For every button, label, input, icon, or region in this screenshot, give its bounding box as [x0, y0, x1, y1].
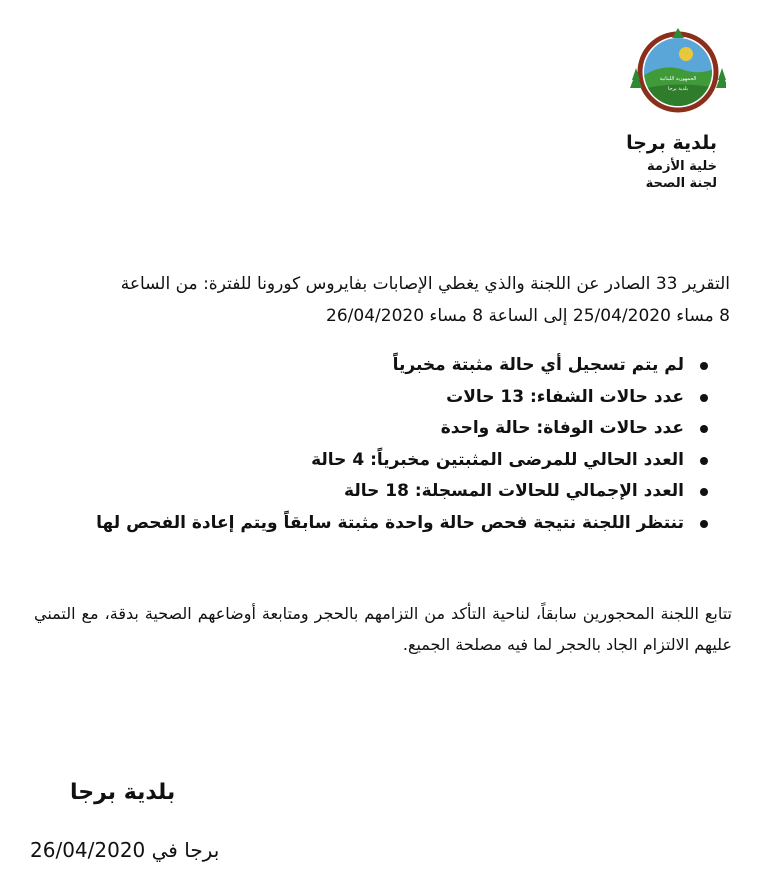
municipality-logo [622, 28, 726, 114]
bullet-icon [700, 520, 708, 528]
crisis-cell-label: خلية الأزمة [647, 159, 717, 174]
signature: بلدية برجا [70, 780, 176, 805]
bullet-icon [700, 394, 708, 402]
intro-line-2: 8 مساء 25/04/2020 إلى الساعة 8 مساء 26/04/2020 [326, 306, 730, 326]
logo-emblem [622, 28, 726, 114]
bullet-text: العدد الحالي للمرضى المثبتين مخبرياً: 4 حالة [311, 449, 684, 470]
list-item [100, 445, 708, 477]
bullet-icon [700, 362, 708, 370]
logo-text-top: الجمهورية اللبنانية [659, 76, 697, 82]
municipality-title: بلدية برجا [626, 132, 717, 154]
bullet-icon [700, 488, 708, 496]
bullet-icon [700, 457, 708, 465]
bullet-text: تنتظر اللجنة نتيجة فحص حالة واحدة مثبتة سابقاً ويتم إعادة الفحص لها [96, 512, 684, 533]
list-item [100, 382, 708, 414]
intro-line-1: التقرير 33 الصادر عن اللجنة والذي يغطي الإصابات بفايروس كورونا للفترة: من الساعة [120, 274, 730, 294]
list-item [96, 508, 708, 540]
bullet-text: لم يتم تسجيل أي حالة مثبتة مخبرياً [392, 355, 684, 375]
report-intro [40, 268, 730, 332]
bullet-text: العدد الإجمالي للحالات المسجلة: 18 حالة [344, 481, 684, 501]
health-committee-label: لجنة الصحة [645, 176, 717, 191]
bullet-text: عدد حالات الوفاة: حالة واحدة [440, 418, 684, 438]
letterhead [626, 132, 717, 192]
date-line: برجا في 26/04/2020 [30, 838, 220, 862]
list-item [100, 476, 708, 508]
report-bullet-list [96, 350, 708, 539]
list-item [100, 413, 708, 445]
closing-paragraph: تتابع اللجنة المحجورين سابقاً، لناحية التأكد من التزامهم بالحجر ومتابعة أوضاعهم الصحية بدقة، مع التمني عليهم الالتزام الجاد بالحجر لما فيه مصلحة الجميع. [34, 604, 732, 654]
bullet-icon [700, 425, 708, 433]
list-item [100, 350, 708, 382]
bullet-text: عدد حالات الشفاء: 13 حالات [446, 386, 684, 407]
logo-text-bottom: بلدية برجا [667, 86, 689, 92]
